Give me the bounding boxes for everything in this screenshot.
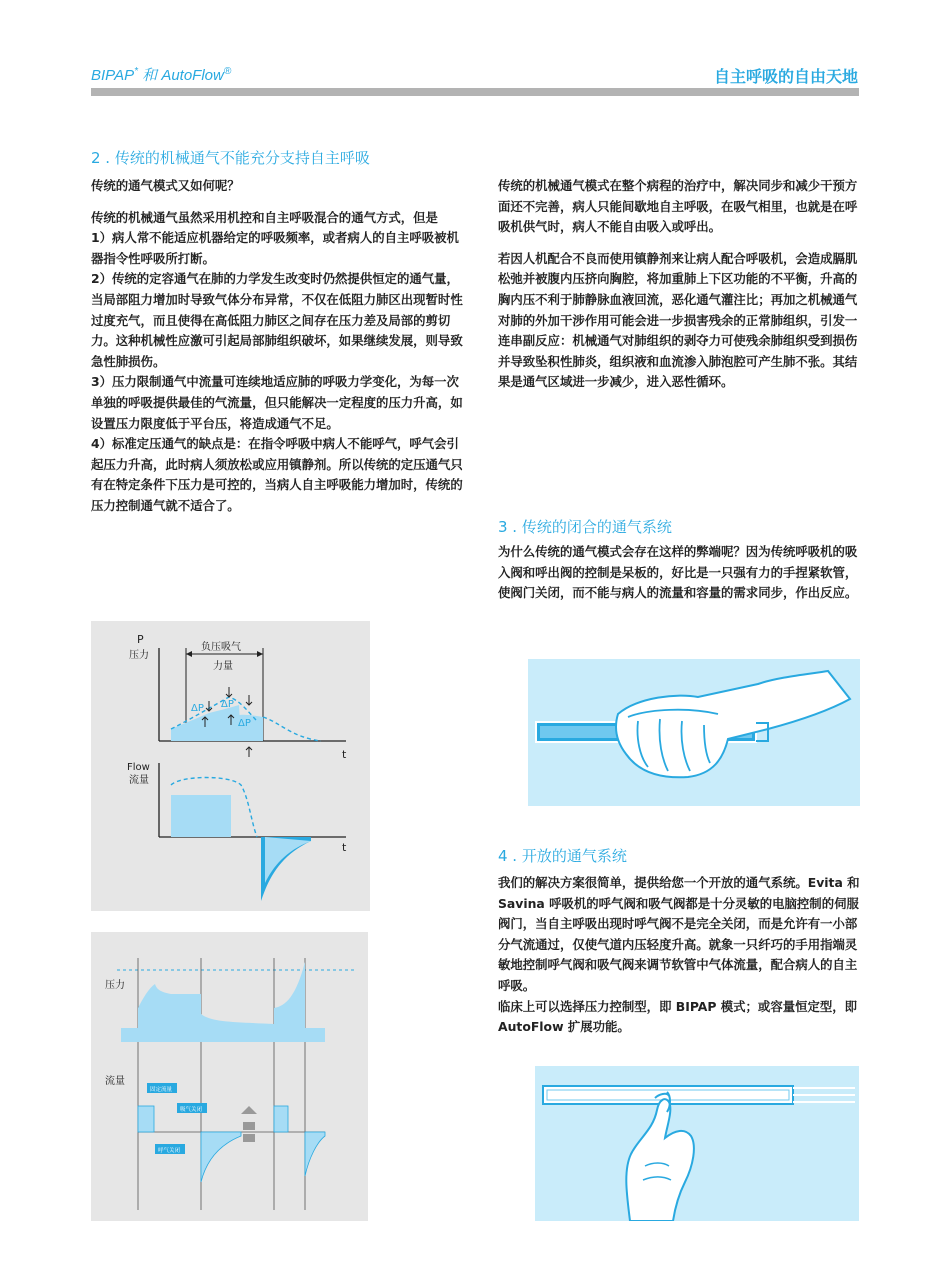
header-title: 自主呼吸的自由天地 <box>713 67 858 86</box>
section4-paragraph-2: 临床上可以选择压力控制型，即 BIPAP 模式；或容量恒定型，即 AutoFlow 扩展功能。 <box>498 998 858 1035</box>
section3-body: 为什么传统的通气模式会存在这样的弊端呢？因为传统呼吸机的吸入阀和呼出阀的控制是呆板的，好比是一只强有力的手捏紧软管，使阀门关闭，而不能与病人的流量和容量的需求同步，作出反应。 <box>498 544 858 601</box>
tag-expiration-closed: 呼气关闭 <box>158 1148 181 1154</box>
section4-body <box>498 873 860 1038</box>
pressure-axis-cn-label: 压力 <box>129 650 149 661</box>
tag-fixed-flow: 固定流量 <box>150 1087 173 1093</box>
section3-title: 3 . 传统的闭合的通气系统 <box>498 518 672 536</box>
delta-p-label-2: ΔP <box>221 699 234 710</box>
section2-left-column <box>91 176 463 517</box>
bracket-label-bottom: 力量 <box>213 661 233 672</box>
section2-right-paragraph-1: 传统的机械通气模式在整个病程的治疗中，解决同步和减少干预方面还不完善，病人只能间歇地自主呼吸，在吸气相里，也就是在呼吸机供气时，病人不能自由吸入或呼出。 <box>498 178 858 235</box>
section4-paragraph-1: 我们的解决方案很简单，提供给您一个开放的通气系统。Evita 和 Savina 呼吸机的呼气阀和吸气阀都是十分灵敏的电脑控制的伺服阀门，当自主呼吸出现时呼气阀不是完全关闭，而是允许有一小部分气流通过，仅使气道内压轻度升高。就象一只纤巧的手用指端灵敏地控制呼气阀和吸气阀来调节软管中气体流量，配合病人的自主呼吸。 <box>498 875 860 993</box>
flow-axis-label: Flow <box>127 762 150 773</box>
pressure-flow-traces <box>91 932 368 1221</box>
section2-title: 2 . 传统的机械通气不能充分支持自主呼吸 <box>91 149 370 167</box>
delta-p-label-3: ΔP <box>238 718 251 729</box>
pressure-axis-label: P <box>137 633 144 646</box>
section2-item-4: 4）标准定压通气的缺点是：在指令呼吸中病人不能呼气，呼气会引起压力升高，此时病人须放松或应用镇静剂。所以传统的定压通气只有在特定条件下压力是可控的，当病人自主呼吸能力增加时，传统的压力控制通气就不适合了。 <box>91 436 463 513</box>
fist-on-tube-drawing <box>528 659 860 806</box>
section2-intro: 传统的机械通气虽然采用机控和自主呼吸混合的通气方式，但是 <box>91 209 438 225</box>
time-axis-label-bottom: t <box>342 841 347 854</box>
pressure-flow-traces-svg <box>91 932 368 1221</box>
pressure-trace-label: 压力 <box>105 980 125 991</box>
section2-item-3: 3）压力限制通气中流量可连续地适应肺的呼吸力学变化，为每一次单独的呼吸提供最佳的气流量，但只能解决一定程度的压力升高，如设置压力限度低于平台压，将造成通气不足。 <box>91 374 463 431</box>
hand-on-tube-drawing <box>535 1066 859 1221</box>
section2-item-2: 2）传统的定容通气在肺的力学发生改变时仍然提供恒定的通气量，当局部阻力增加时导致气体分布异常，不仅在低阻力肺区出现暂时性过度充气，而且使得在高低阻力肺区之间存在压力差及局部的剪切力。这种机械性应激可引起局部肺组织破坏，如果继续发展，则导致急性肺损伤。 <box>91 271 463 369</box>
section2-item-1: 1）病人常不能适应机器给定的呼吸频率，或者病人的自主呼吸被机器指令性呼吸所打断。 <box>91 230 459 266</box>
section4-title: 4 . 开放的通气系统 <box>498 847 627 865</box>
time-axis-label-top: t <box>342 748 347 761</box>
pressure-flow-svg <box>91 621 370 911</box>
section2-right-column <box>498 176 860 393</box>
flow-axis-cn-label: 流量 <box>129 775 149 786</box>
flow-trace-label: 流量 <box>105 1076 125 1087</box>
header-brand: BIPAP* 和 AutoFlow® <box>91 66 232 84</box>
tag-inspiration-closed: 吸气关闭 <box>180 1107 203 1113</box>
header-divider <box>91 88 859 96</box>
open-system-illustration <box>535 1066 859 1221</box>
bracket-label-top: 负压吸气 <box>201 642 241 653</box>
section2-question: 传统的通气模式又如何呢？ <box>91 178 240 193</box>
delta-p-label-1: ΔP <box>191 703 204 714</box>
closed-system-illustration <box>528 659 860 806</box>
section2-right-paragraph-2: 若因人机配合不良而使用镇静剂来让病人配合呼吸机，会造成膈肌松弛并被腹内压挤向胸腔，将加重肺上下区功能的不平衡，升高的胸内压不利于肺静脉血液回流，恶化通气灌注比；再加之机械通气对肺的外加干涉作用可能会进一步损害残余的正常肺组织，引发一连串副反应：机械通气对肺组织的剥夺力可使残余肺组织受到损伤并导致坠积性肺炎，组织液和血流渗入肺泡腔可产生肺不张。其结果是通气区域进一步减少，进入恶性循环。 <box>498 250 858 390</box>
pressure-flow-diagram <box>91 621 370 911</box>
